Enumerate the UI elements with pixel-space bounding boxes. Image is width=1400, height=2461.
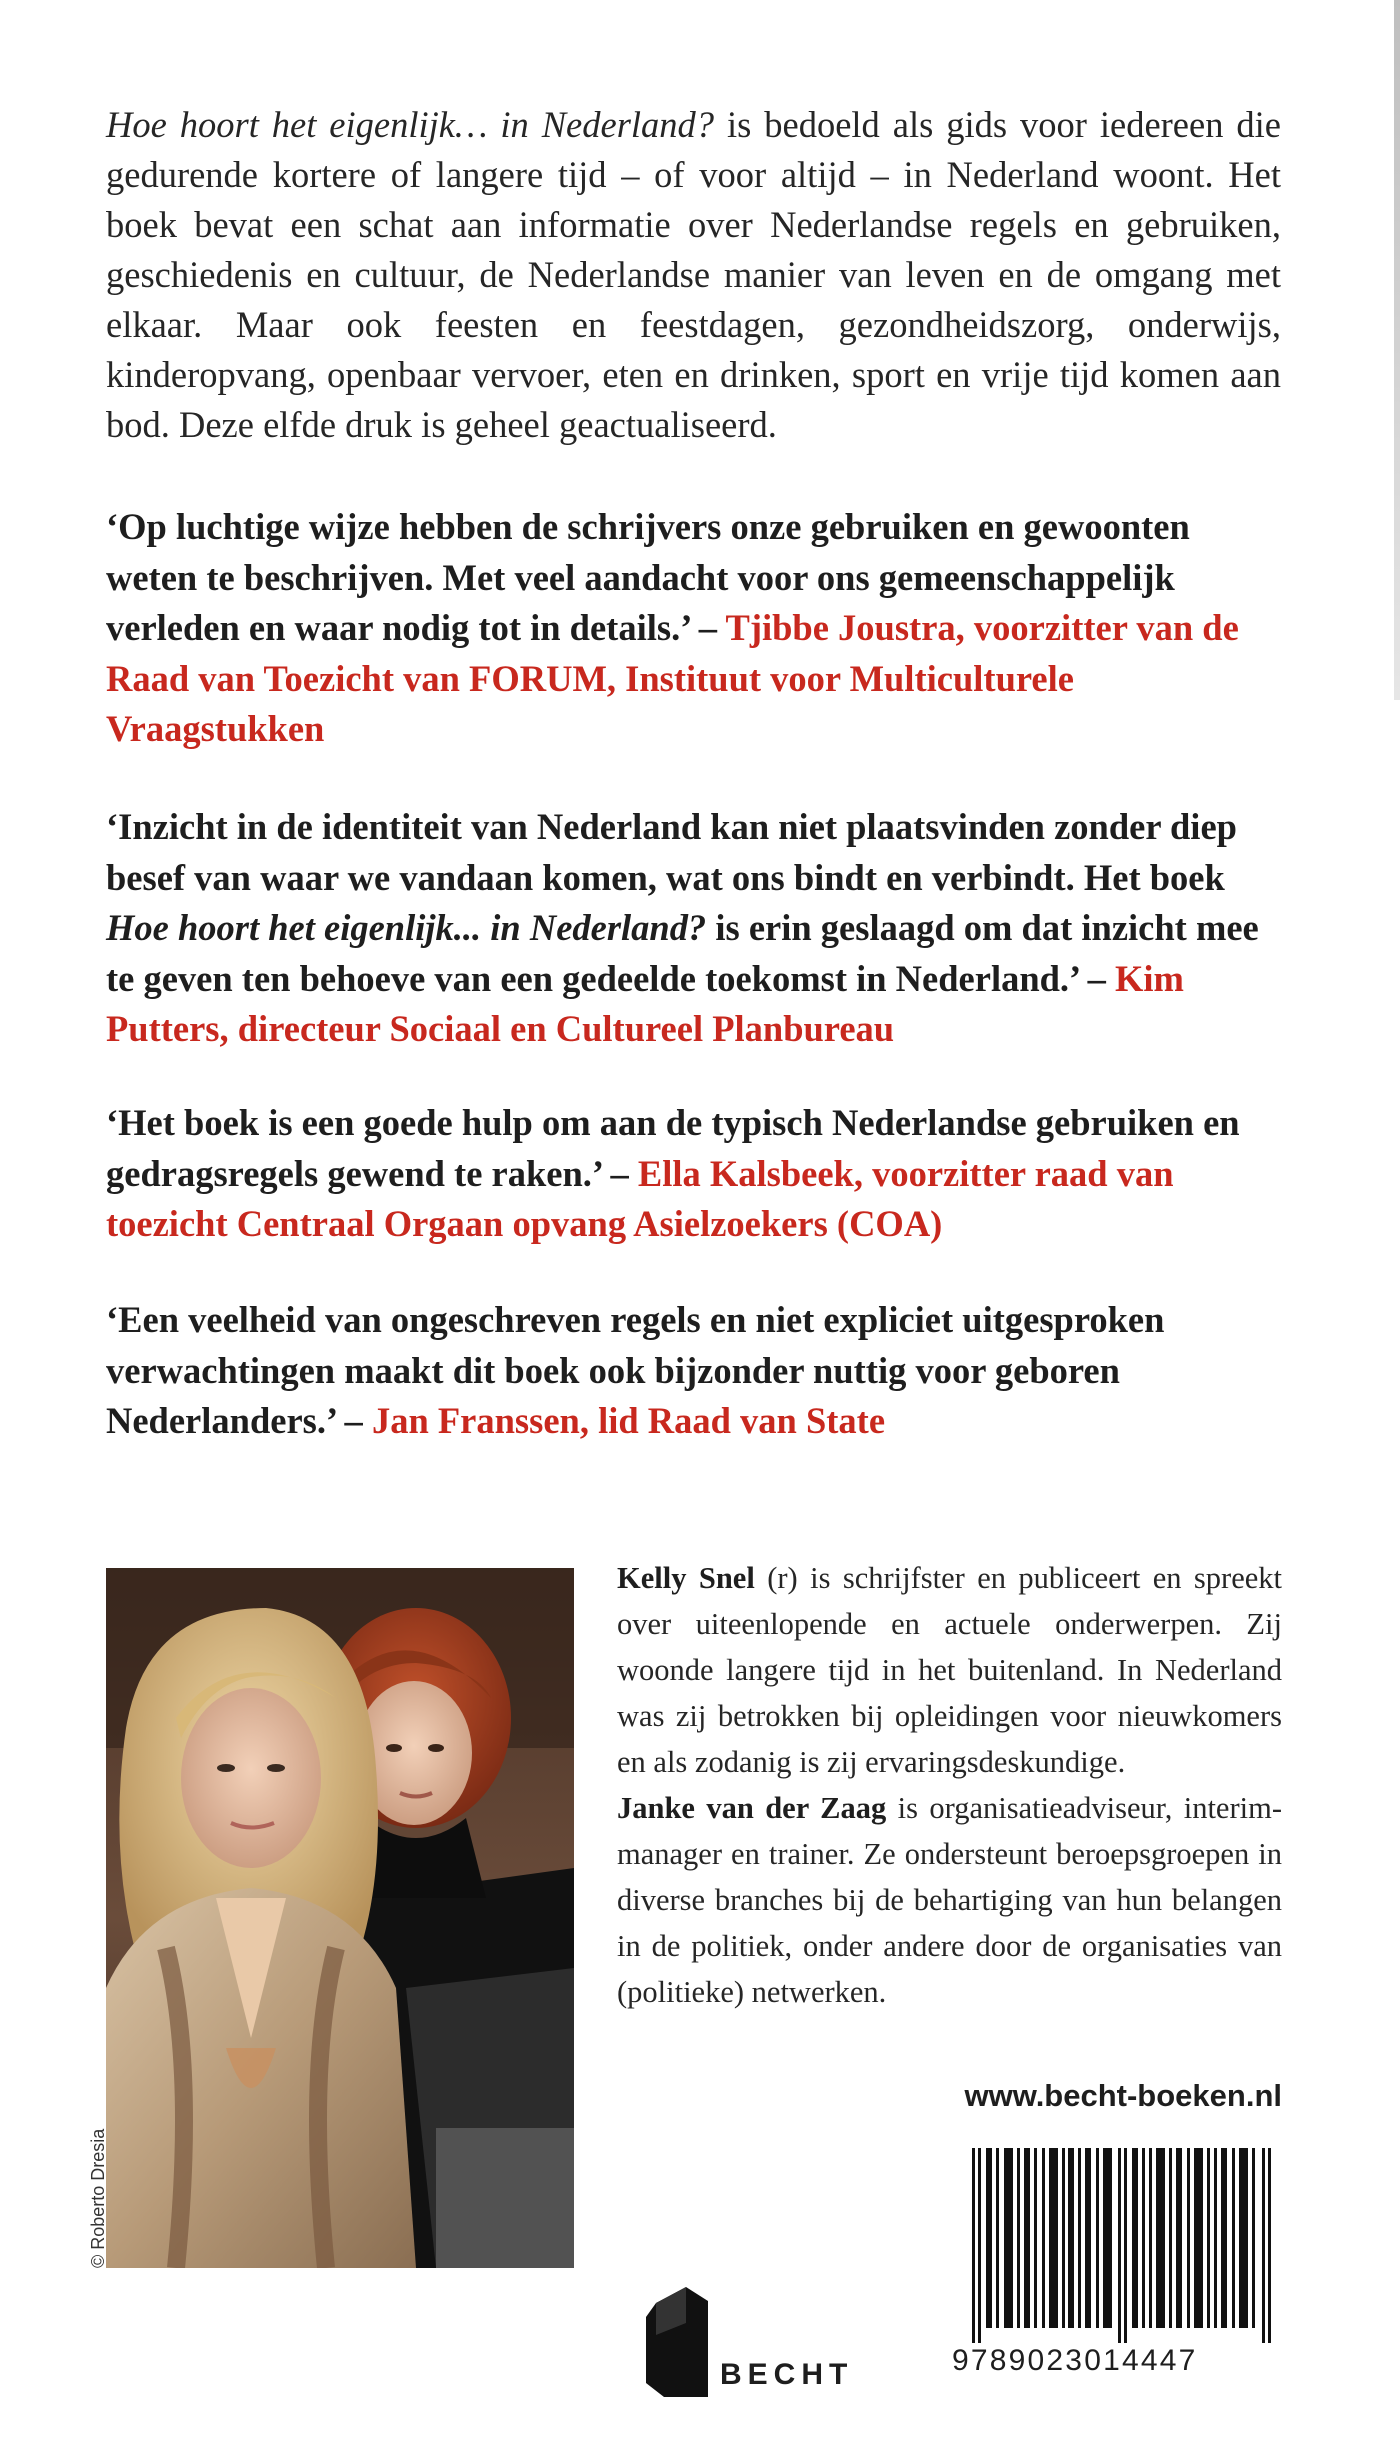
publisher-name: BECHT xyxy=(720,2358,854,2391)
quote-3 xyxy=(106,1098,1286,1250)
quote-book-title: Hoe hoort het eigenlijk... in Nederland? xyxy=(106,907,707,948)
author-bio-text-1: (r) is schrijfster en publiceert en spreekt over uiteenlopende en actuele onderwerpen. Zij woonde langere tijd in het buitenland. In Nederland was zij betrokken bij opleidingen voor nieuwkomers en als zodanig is zij ervaringsdeskundige. xyxy=(617,1561,1283,1779)
quote-attribution: Ella Kalsbeek, voorzitter raad van toezicht Centraal Orgaan opvang Asielzoekers (COA) xyxy=(106,1152,1174,1244)
author-photo xyxy=(106,1568,574,2268)
quote-text: ‘Op luchtige wijze hebben de schrijvers onze gebruiken en gewoonten weten te beschrijven. Met veel aandacht voor ons gemeenschappelijk verleden en waar nodig tot in details.’ – xyxy=(106,506,1190,648)
publisher-website[interactable]: www.becht-boeken.nl xyxy=(964,2078,1282,2113)
quote-text: ‘Een veelheid van ongeschreven regels en niet expliciet uitgesproken verwachtingen maakt dit boek ook bijzonder nuttig voor geboren Nederlanders.’ – xyxy=(106,1299,1165,1441)
cover-edge-strip xyxy=(1394,0,1400,700)
author-name-2: Janke van der Zaag xyxy=(617,1791,887,1825)
book-blurb xyxy=(106,100,1281,450)
quote-text: ‘Inzicht in de identiteit van Nederland kan niet plaatsvinden zonder diep besef van waar we vandaan komen, wat ons bindt en verbindt. Het boek xyxy=(106,806,1237,898)
author-name-1: Kelly Snel xyxy=(617,1561,755,1595)
quote-2 xyxy=(106,802,1286,1055)
quote-text: ‘Het boek is een goede hulp om aan de typisch Nederlandse gebruiken en gedragsregels gewend te raken.’ – xyxy=(106,1102,1240,1194)
quote-attribution: Tjibbe Joustra, voorzitter van de Raad van Toezicht van FORUM, Instituut voor Multiculturele Vraagstukken xyxy=(106,607,1239,749)
author-bio xyxy=(617,1555,1282,2015)
quote-attribution: Jan Franssen, lid Raad van State xyxy=(371,1400,886,1441)
blurb-text: is bedoeld als gids voor iedereen die gedurende kortere of langere tijd – of voor altijd – in Nederland woont. Het boek bevat een schat aan informatie over Nederlandse regels en gebruiken, geschiedenis en cultuur, de Nederlandse manier van leven en de omgang met elkaar. Maar ook feesten en feestdagen, gezondheidszorg, onderwijs, kinderopvang, openbaar vervoer, eten en drinken, sport en vrije tijd komen aan bod. Deze elfde druk is geheel geactualiseerd. xyxy=(106,104,1281,445)
isbn-number: 9789023014447 xyxy=(952,2344,1198,2377)
quote-1 xyxy=(106,502,1286,755)
author-photo-illustration xyxy=(106,1568,574,2268)
author-bio-text-2: is organisatieadviseur, interimmanager en trainer. Ze ondersteunt beroepsgroepen in diverse branches bij de behartiging van hun belangen in de politiek, onder andere door de organisaties van (politieke) netwerken. xyxy=(617,1791,1282,2009)
quote-attribution: Kim Putters, directeur Sociaal en Cultureel Planbureau xyxy=(106,957,1184,1049)
quote-text: is erin geslaagd om dat inzicht mee te geven ten behoeve van een gedeelde toekomst in Nederland.’ – xyxy=(106,907,1259,999)
blurb-book-title: Hoe hoort het eigenlijk… in Nederland? xyxy=(106,104,715,145)
barcode-icon xyxy=(966,2148,1282,2343)
publisher-logo-icon xyxy=(642,2283,712,2401)
quote-4 xyxy=(106,1295,1286,1447)
photo-credit: © Roberto Dresia xyxy=(88,2128,108,2268)
